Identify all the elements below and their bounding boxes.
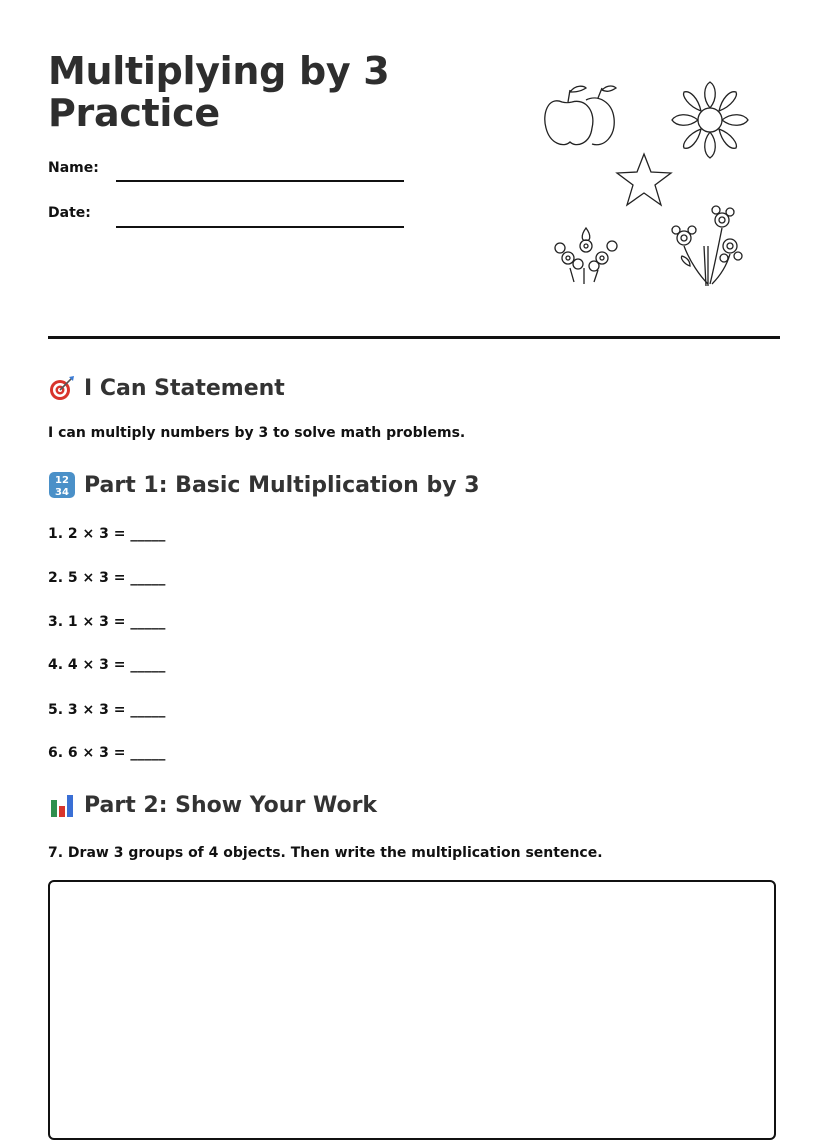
name-label: Name: [48,160,99,176]
i-can-statement: I can multiply numbers by 3 to solve math problems. [48,425,466,441]
star-icon [617,154,671,205]
header-divider [48,336,780,339]
problem-2: 2. 5 × 3 = _____ [48,570,166,586]
part2-heading [48,791,377,819]
i-can-heading [48,374,285,402]
numbers-icon [48,471,76,499]
clipart-group [540,78,760,293]
part2-heading-text: Part 2: Show Your Work [84,792,378,818]
name-field[interactable] [116,180,404,182]
i-can-heading-text: I Can Statement [84,375,285,401]
date-label: Date: [48,205,91,221]
svg-text:34: 34 [55,487,69,498]
date-field[interactable] [116,226,404,228]
problem-5: 5. 3 × 3 = _____ [48,702,166,718]
flower-icon [672,82,748,158]
part1-heading [48,471,480,499]
page-title: Multiplying by 3 Practice [48,49,390,135]
apples-icon [545,86,616,145]
part1-heading-text: Part 1: Basic Multiplication by 3 [84,472,480,498]
problem-3: 3. 1 × 3 = _____ [48,614,166,630]
bar-chart-icon [48,791,76,819]
flower-cluster-icon [555,228,617,284]
problem-4: 4. 4 × 3 = _____ [48,657,166,673]
problem-6: 6. 6 × 3 = _____ [48,745,166,761]
target-icon [48,374,76,402]
work-area[interactable] [48,880,776,1140]
problem-1: 1. 2 × 3 = _____ [48,526,166,542]
question-7: 7. Draw 3 groups of 4 objects. Then write the multiplication sentence. [48,845,603,861]
svg-text:12: 12 [55,475,69,486]
flower-bouquet-icon [672,206,742,286]
